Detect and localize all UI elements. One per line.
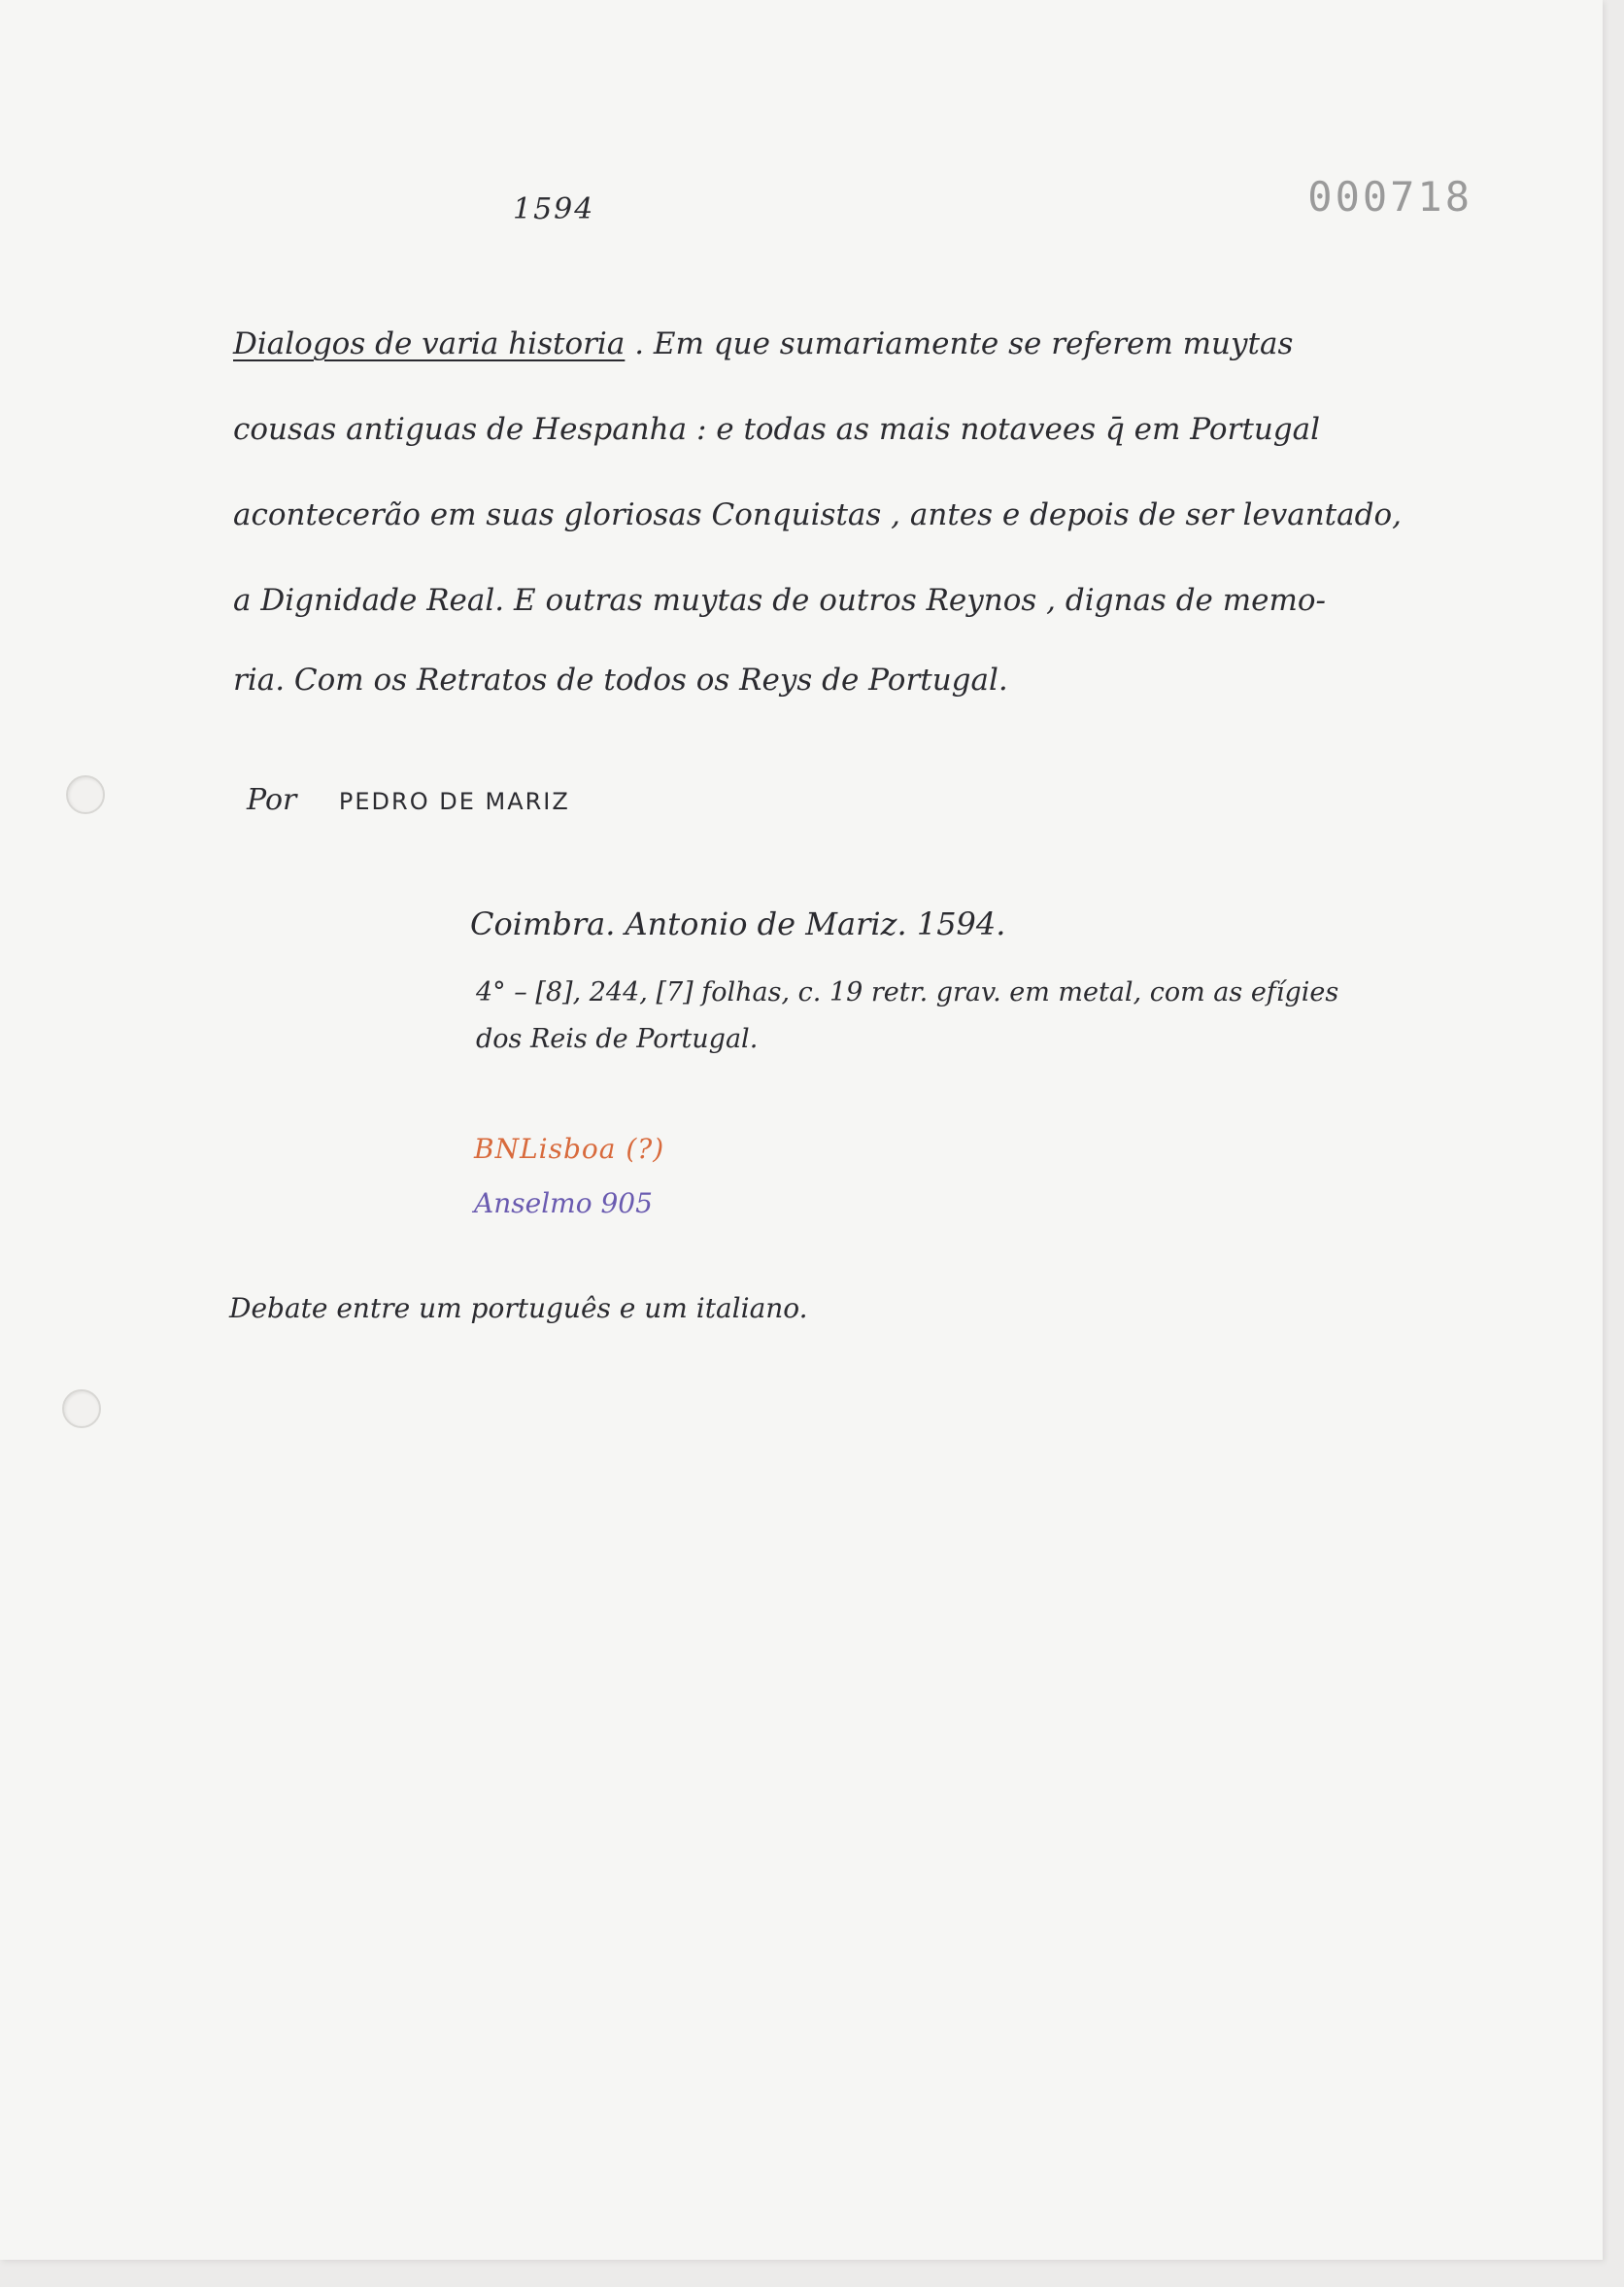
- imprint-line: Coimbra. Antonio de Mariz. 1594.: [470, 905, 1006, 942]
- stamp-number: 000718: [1307, 173, 1472, 221]
- book-title: Dialogos de varia historia: [233, 326, 626, 361]
- library-location: BNLisboa (?): [474, 1133, 665, 1165]
- author-line: [247, 783, 570, 817]
- punch-hole-top: [66, 775, 105, 814]
- author-prefix: Por: [247, 783, 297, 817]
- collation-line-1: 4° – [8], 244, [7] folhas, c. 19 retr. grav. em metal, com as efígies: [476, 977, 1339, 1007]
- title-line-1: [233, 326, 1293, 361]
- bibliographic-reference: Anselmo 905: [474, 1187, 653, 1219]
- title-line-2: cousas antiguas de Hespanha : e todas as mais notavees q̄ em Portugal: [233, 412, 1321, 447]
- punch-hole-bottom: [62, 1389, 101, 1428]
- title-line-1-rest: . Em que sumariamente se referem muytas: [634, 326, 1294, 361]
- title-line-3: acontecerão em suas gloriosas Conquistas , antes e depois de ser levantado,: [233, 497, 1402, 532]
- title-line-4: a Dignidade Real. E outras muytas de outros Reynos , dignas de memo-: [233, 583, 1327, 618]
- title-line-5: ria. Com os Retratos de todos os Reys de Portugal.: [233, 663, 1008, 698]
- author-name: PEDRO DE MARIZ: [338, 788, 570, 815]
- content-note: Debate entre um português e um italiano.: [229, 1292, 808, 1324]
- collation-line-2: dos Reis de Portugal.: [476, 1024, 759, 1054]
- publication-year: 1594: [513, 192, 595, 226]
